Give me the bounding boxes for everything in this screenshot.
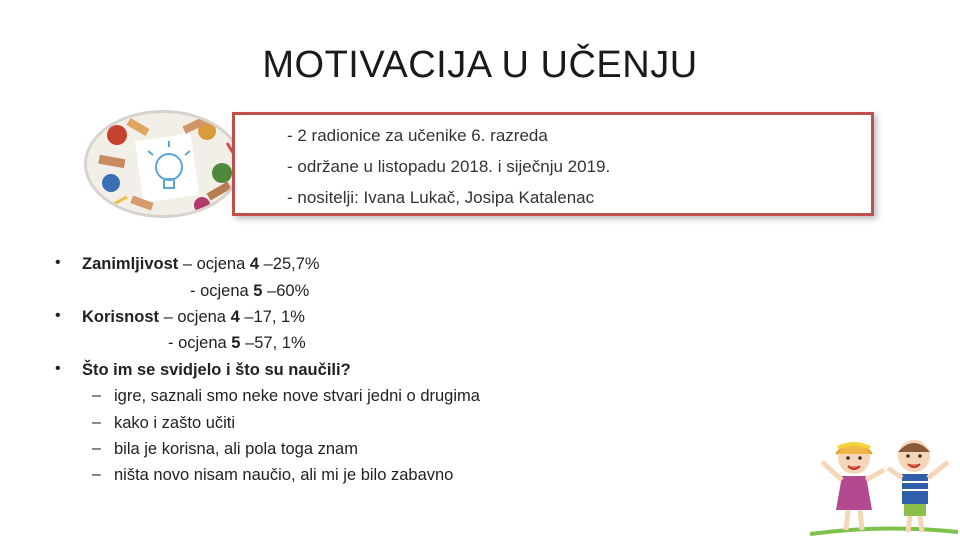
- usefulness-text-2: - ocjena: [168, 334, 232, 352]
- bullet-usefulness: [82, 308, 305, 327]
- bullet-liked-learned: [82, 361, 351, 380]
- interest-grade-5: 5: [253, 282, 263, 300]
- dash-icon: –: [92, 414, 101, 431]
- dash-icon: –: [92, 440, 101, 457]
- info-line-leaders: - nositelji: Ivana Lukač, Josipa Katalenac: [287, 188, 595, 207]
- dash-icon: –: [92, 466, 101, 483]
- info-line-dates: - održane u listopadu 2018. i siječnju 2019.: [287, 157, 611, 176]
- usefulness-grade-4: 4: [230, 308, 240, 326]
- usefulness-label: Korisnost: [82, 308, 160, 326]
- liked-learned-label: Što im se svidjelo i što su naučili?: [82, 361, 351, 379]
- answer-4: ništa novo nisam naučio, ali mi je bilo zabavno: [114, 466, 454, 484]
- usefulness-grade-5: 5: [231, 334, 241, 352]
- bullet-usefulness-sub: [168, 334, 306, 353]
- answer-3: bila je korisna, ali pola toga znam: [114, 440, 358, 458]
- dash-icon: –: [92, 387, 101, 404]
- interest-text: – ocjena: [178, 255, 250, 273]
- children-clipart-icon: [808, 428, 960, 540]
- info-line-workshops: - 2 radionice za učenike 6. razreda: [287, 126, 548, 145]
- bullet-interest-sub: [190, 282, 309, 301]
- bullet-icon: •: [55, 254, 61, 271]
- usefulness-pct-4: –17, 1%: [239, 308, 305, 326]
- bullet-icon: •: [55, 307, 61, 324]
- usefulness-text: – ocjena: [159, 308, 231, 326]
- interest-grade-4: 4: [249, 255, 260, 273]
- usefulness-pct-5: –57, 1%: [240, 334, 306, 352]
- interest-pct-5: –60%: [262, 282, 310, 300]
- bullet-interest: [82, 255, 320, 274]
- answer-2: kako i zašto učiti: [114, 414, 236, 432]
- workshop-photo-icon: [84, 110, 242, 218]
- bullet-icon: •: [55, 360, 61, 377]
- slide-title: MOTIVACIJA U UČENJU: [262, 44, 698, 86]
- answer-1: igre, saznali smo neke nove stvari jedni o drugima: [114, 387, 480, 405]
- interest-pct-4: –25,7%: [259, 255, 320, 273]
- interest-text-2: - ocjena: [190, 282, 254, 300]
- interest-label: Zanimljivost: [82, 255, 179, 273]
